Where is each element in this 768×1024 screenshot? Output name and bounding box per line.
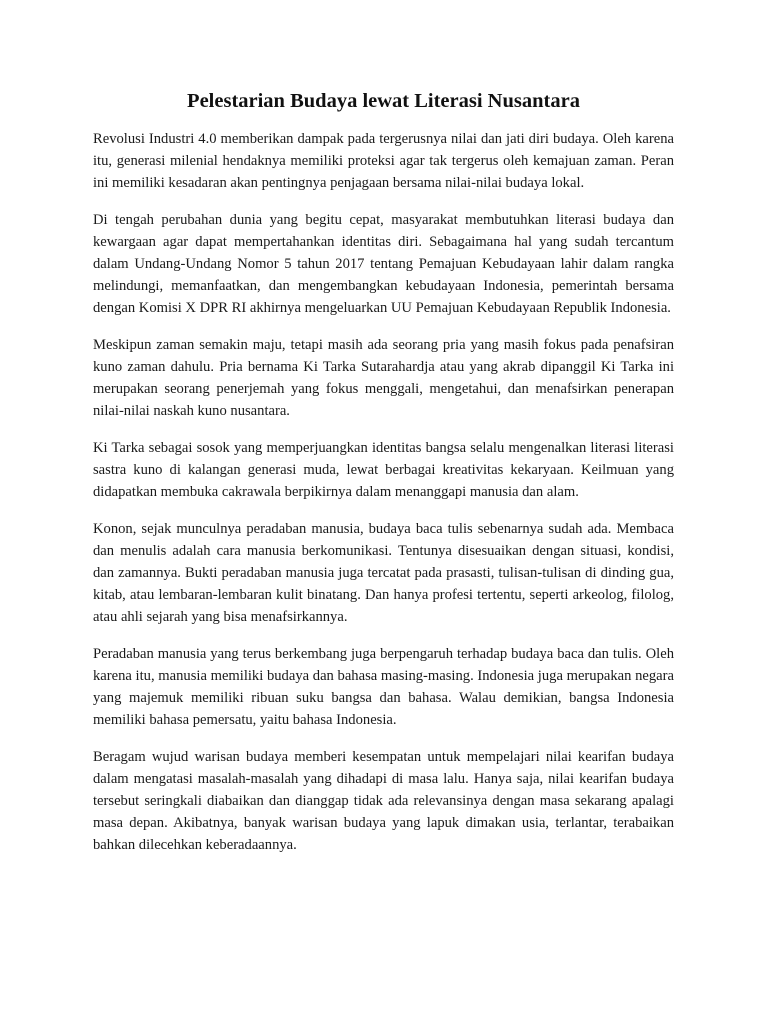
paragraph-7: Beragam wujud warisan budaya memberi kesempatan untuk mempelajari nilai kearifan budaya dalam mengatasi masalah-masalah yang dihadapi di masa lalu. Hanya saja, nilai kearifan budaya tersebut seringkali diabaikan dan dianggap tidak ada relevansinya dengan masa sekarang apalagi masa depan. Akibatnya, banyak warisan budaya yang lapuk dimakan usia, terlantar, terabaikan bahkan dilecehkan keberadaannya. bbox=[93, 749, 674, 853]
document-title: Pelestarian Budaya lewat Literasi Nusantara bbox=[187, 90, 580, 112]
paragraph-6: Peradaban manusia yang terus berkembang juga berpengaruh terhadap budaya baca dan tulis. Oleh karena itu, manusia memiliki budaya dan bahasa masing-masing. Indonesia juga merupakan negara yang majemuk memiliki ribuan suku bangsa dan bahasa. Walau demikian, bangsa Indonesia memiliki bahasa pemersatu, yaitu bahasa Indonesia. bbox=[93, 646, 674, 728]
paragraph-1: Revolusi Industri 4.0 memberikan dampak pada tergerusnya nilai dan jati diri budaya. Oleh karena itu, generasi milenial hendaknya memiliki proteksi agar tak tergerus oleh kemajuan zaman. Peran ini memiliki kesadaran akan pentingnya penjagaan bersama nilai-nilai budaya lokal. bbox=[93, 131, 674, 191]
paragraph-5: Konon, sejak munculnya peradaban manusia, budaya baca tulis sebenarnya sudah ada. Membaca dan menulis adalah cara manusia berkomunikasi. Tentunya disesuaikan dengan situasi, kondisi, dan zamannya. Bukti peradaban manusia juga tercatat pada prasasti, tulisan-tulisan di dinding gua, kitab, atau lembaran-lembaran kulit binatang. Dan hanya profesi tertentu, seperti arkeolog, filolog, atau ahli sejarah yang bisa menafsirkannya. bbox=[93, 521, 674, 625]
paragraph-2: Di tengah perubahan dunia yang begitu cepat, masyarakat membutuhkan literasi budaya dan kewargaan agar dapat mempertahankan identitas diri. Sebagaimana hal yang sudah tercantum dalam Undang-Undang Nomor 5 tahun 2017 tentang Pemajuan Kebudayaan lahir dalam rangka melindungi, memanfaatkan, dan mengembangkan kebudayaan Indonesia, pemerintah bersama dengan Komisi X DPR RI akhirnya mengeluarkan UU Pemajuan Kebudayaan Republik Indonesia. bbox=[93, 212, 674, 316]
paragraph-3: Meskipun zaman semakin maju, tetapi masih ada seorang pria yang masih fokus pada penafsiran kuno zaman dahulu. Pria bernama Ki Tarka Sutarahardja atau yang akrab dipanggil Ki Tarka ini merupakan seorang penerjemah yang fokus menggali, mengetahui, dan menafsirkan penerapan nilai-nilai naskah kuno nusantara. bbox=[93, 337, 674, 419]
paragraph-4: Ki Tarka sebagai sosok yang memperjuangkan identitas bangsa selalu mengenalkan literasi literasi sastra kuno di kalangan generasi muda, lewat berbagai kreativitas kekaryaan. Keilmuan yang didapatkan membuka cakrawala berpikirnya dalam menanggapi manusia dan alam. bbox=[93, 440, 674, 500]
